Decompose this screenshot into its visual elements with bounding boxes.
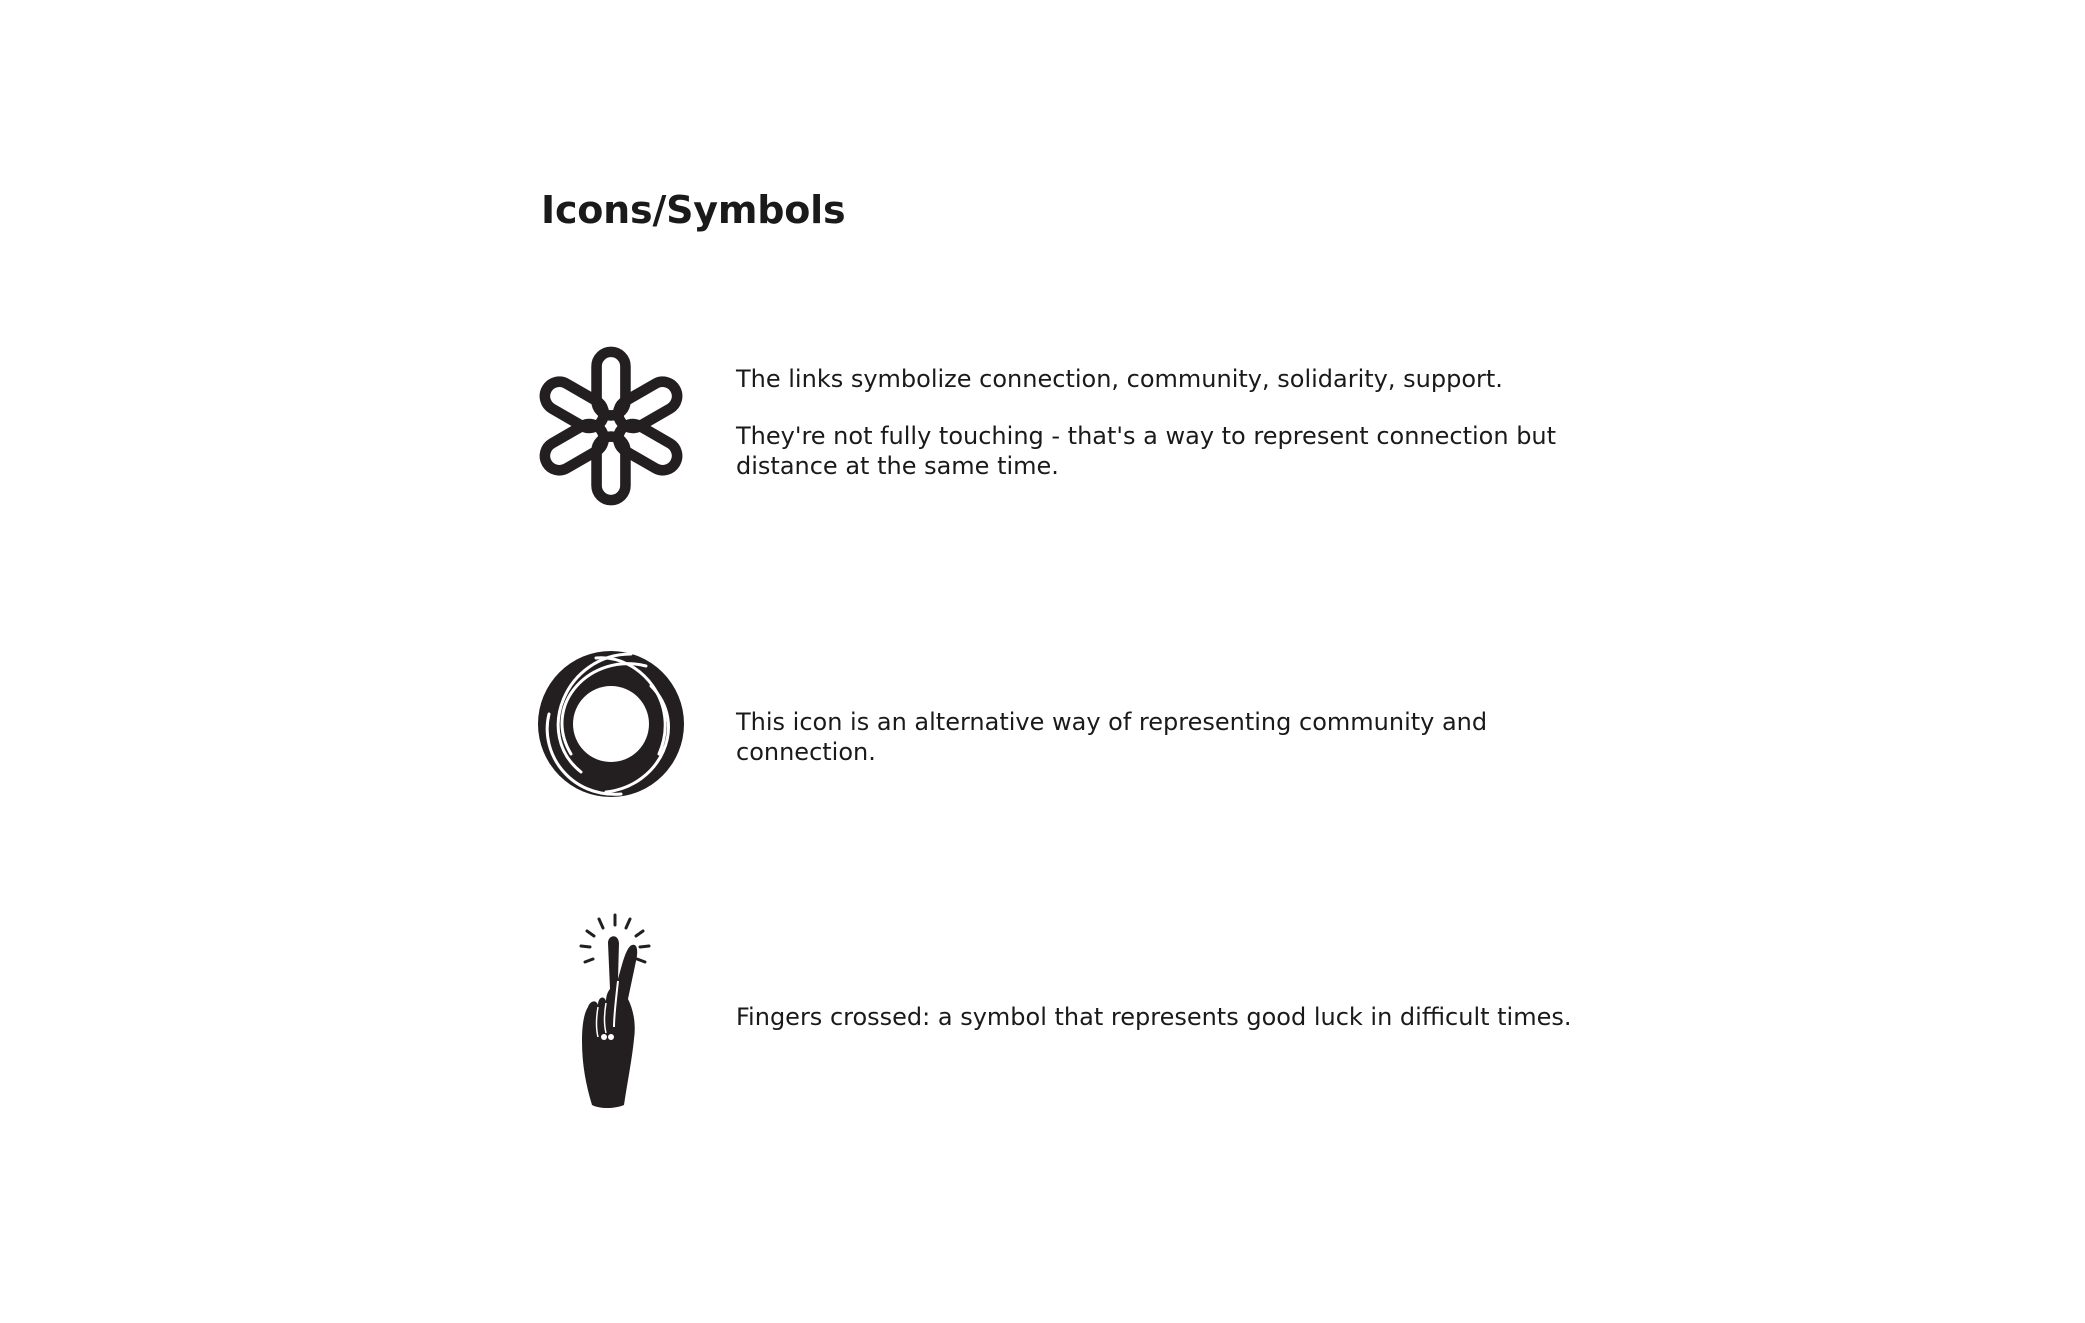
symbol-row-swirl <box>0 645 2085 805</box>
page-title: Icons/Symbols <box>541 188 846 232</box>
swirl-ring-icon <box>536 649 686 799</box>
symbol-description-line: This icon is an alternative way of representing community and connection. <box>736 708 1488 766</box>
symbol-description-line: Fingers crossed: a symbol that represents good luck in difficult times. <box>736 1003 1572 1031</box>
symbol-description <box>736 707 1616 767</box>
symbol-row-crossed-fingers <box>0 905 2085 1115</box>
chain-links-hexagon-icon <box>534 346 688 506</box>
symbol-description <box>736 364 1616 481</box>
symbol-description-line: The links symbolize connection, community, solidarity, support. <box>736 365 1503 393</box>
symbol-description <box>736 1002 1616 1032</box>
symbol-description-line: They're not fully touching - that's a way to represent connection but distance at the same time. <box>736 422 1557 480</box>
symbol-row-chain-links <box>0 340 2085 510</box>
crossed-fingers-icon <box>566 909 666 1109</box>
